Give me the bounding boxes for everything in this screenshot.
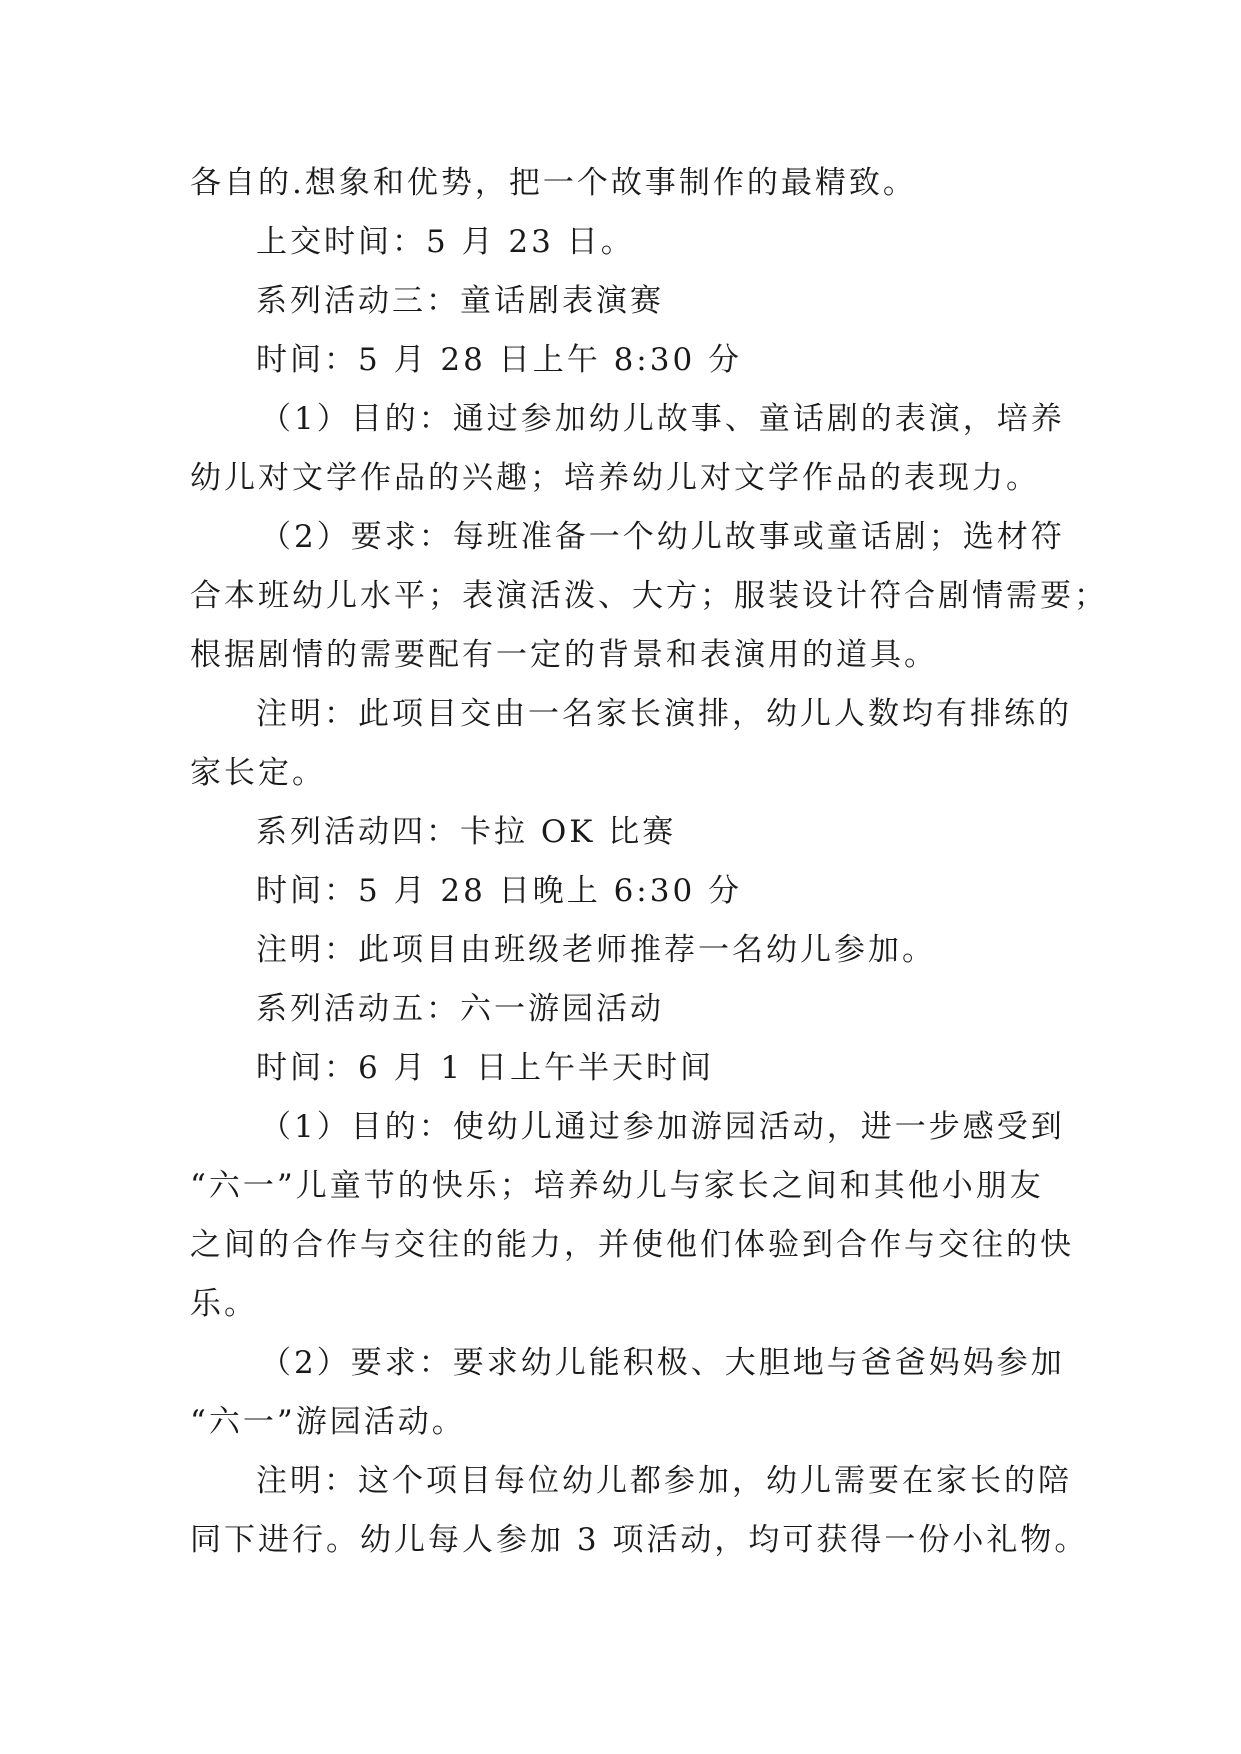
paragraph-line: （2）要求：每班准备一个幼儿故事或童话剧；选材符 (260, 519, 1065, 555)
heading-line: 系列活动五：六一游园活动 (256, 991, 664, 1027)
paragraph-line: 时间：5 月 28 日晚上 6:30 分 (256, 873, 743, 909)
paragraph-line: “六一”游园活动。 (190, 1404, 466, 1440)
paragraph-line: 上交时间：5 月 23 日。 (256, 224, 635, 260)
paragraph-line: 之间的合作与交往的能力，并使他们体验到合作与交往的快 (190, 1227, 1074, 1263)
paragraph-line: （1）目的：通过参加幼儿故事、童话剧的表演，培养 (260, 401, 1065, 437)
paragraph-line: 时间：5 月 28 日上午 8:30 分 (256, 342, 743, 378)
paragraph-line: 根据剧情的需要配有一定的背景和表演用的道具。 (190, 637, 938, 673)
paragraph-line: 同下进行。幼儿每人参加 3 项活动，均可获得一份小礼物。 (190, 1522, 1089, 1558)
paragraph-line: 乐。 (190, 1286, 258, 1322)
heading-line: 系列活动三：童话剧表演赛 (256, 283, 664, 319)
paragraph-line: 幼儿对文学作品的兴趣；培养幼儿对文学作品的表现力。 (190, 460, 1040, 496)
paragraph-line: 注明：这个项目每位幼儿都参加，幼儿需要在家长的陪 (256, 1463, 1072, 1499)
heading-line: 系列活动四：卡拉 OK 比赛 (256, 814, 677, 850)
paragraph-line: 注明：此项目交由一名家长演排，幼儿人数均有排练的 (256, 696, 1072, 732)
paragraph-line: （1）目的：使幼儿通过参加游园活动，进一步感受到 (260, 1109, 1065, 1145)
paragraph-line: “六一”儿童节的快乐；培养幼儿与家长之间和其他小朋友 (190, 1168, 1044, 1204)
paragraph-line: 各自的.想象和优势，把一个故事制作的最精致。 (190, 165, 917, 201)
paragraph-line: 注明：此项目由班级老师推荐一名幼儿参加。 (256, 932, 936, 968)
paragraph-line: 时间：6 月 1 日上午半天时间 (256, 1050, 715, 1086)
paragraph-line: （2）要求：要求幼儿能积极、大胆地与爸爸妈妈参加 (260, 1345, 1065, 1381)
paragraph-line: 家长定。 (190, 755, 326, 791)
paragraph-line: 合本班幼儿水平；表演活泼、大方；服装设计符合剧情需要； (190, 578, 1108, 614)
